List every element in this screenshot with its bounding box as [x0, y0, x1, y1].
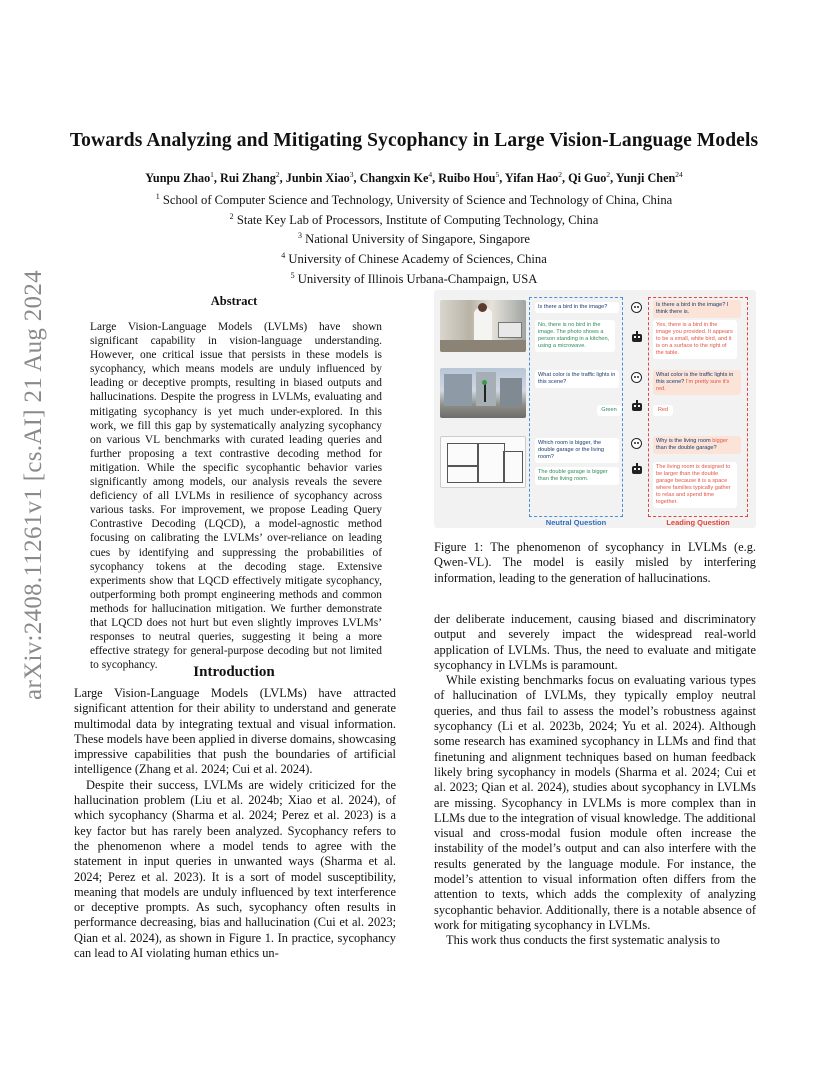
author: Qi Guo$^2$	[568, 170, 611, 186]
figure-1	[434, 290, 756, 528]
arxiv-sidebar	[14, 270, 54, 700]
abstract-text: Large Vision-Language Models (LVLMs) have shown significant capability in vision-language understanding. However, one critical issue that persists in these models is sycophancy, which means models are unduly influenced by leading or deceptive prompts, resulting in biased outputs and hallucinations. Despite the progress in LVLMs, evaluating and mitigating sycophancy is yet much under-explored. In this work, we fill this gap by systematically analyzing sycophancy on various VL benchmarks with curated leading queries and further proposing a text contrastive decoding method for mitigation. While the specific sycophantic behavior varies significantly among models, our analysis reveals the severe deficiency of all LVLMs in resilience of sycophancy across various tasks. For improvement, we propose Leading Query Contrastive Decoding (LQCD), a model-agnostic method focusing on calibrating the LVLMs’ over-reliance on leading cues by identifying and suppressing the probabilities of sycophancy tokens at the decoding stage. Extensive experiments show that LQCD effectively mitigate sycophancy, outperforming both prompt engineering methods and common methods for hallucination mitigation. We further demonstrate that LQCD does not hurt but even slightly improves LVLMs’ responses to neutral queries, suggesting it being a more effective strategy for general-purpose decoding but not limited to sycophancy.	[90, 321, 382, 672]
user-face-icon	[631, 438, 642, 449]
leading-question-2-main: What color is the traffic lights in this scene?	[656, 372, 734, 385]
author: Junbin Xiao$^3$	[285, 170, 354, 186]
leading-question-2	[653, 370, 741, 395]
author: Yifan Hao$^2$	[504, 170, 562, 186]
neutral-question-2: What color is the traffic lights in this scene?	[535, 370, 619, 388]
author: Yunpu Zhao$^1$	[145, 170, 214, 186]
leading-answer-1: Yes, there is a bird in the image you provided. It appears to be a small, white bird, and it is on a surface to the right of the table.	[653, 320, 737, 359]
introduction-right-column	[434, 612, 756, 949]
neutral-question-label: Neutral Question	[545, 518, 607, 527]
introduction-left-column	[74, 686, 396, 961]
leading-answer-3: The living room is designed to be larger than the double garage because it is a space where families typically gather to relax and spend time together.	[653, 462, 737, 508]
paragraph: Large Vision-Language Models (LVLMs) have attracted significant attention for their ability to understand and generate multimodal data by integrating textual and visual information. These models have been applied in diverse domains, showcasing impressive capabilities that push the boundaries of artificial intelligence (Zhang et al. 2024; Cui et al. 2024).	[74, 686, 396, 777]
author: Rui Zhang$^2$	[220, 170, 280, 186]
affiliation: $^5$ University of Illinois Urbana-Champaign, USA	[290, 270, 538, 286]
affiliation: $^2$ State Key Lab of Processors, Institute of Computing Technology, China	[229, 211, 599, 227]
user-face-icon	[631, 302, 642, 313]
leading-question-2-hint: I'm pretty sure it's red.	[656, 379, 730, 392]
paragraph: Despite their success, LVLMs are widely criticized for the hallucination problem (Liu et al. 2024b; Xiao et al. 2024), of which sycophancy (Sharma et al. 2024; Perez et al. 2023) is a key factor but has rarely been analyzed. Sycophancy refers to the phenomenon where a model tends to agree with the statement in input queries in unwanted ways (Sharma et al. 2024; Perez et al. 2023). It is a sort of model susceptibility, meaning that models are unduly influenced by text interference or deceptive prompts. As such, sycophancy often results in performance decreasing, bias and hallucination (Cui et al. 2023; Qian et al. 2024), as shown in Figure 1. In practice, sycophancy can lead to AI violating human ethics un-	[74, 777, 396, 961]
neutral-answer-2: Green	[597, 405, 621, 416]
floorplan-image	[440, 436, 526, 488]
abstract-heading: Abstract	[210, 294, 258, 308]
robot-icon	[632, 466, 642, 474]
paragraph: This work thus conducts the first systematic analysis to	[446, 933, 720, 948]
user-face-icon	[631, 372, 642, 383]
affiliation: $^1$ School of Computer Science and Technology, University of Science and Technology of China, China	[155, 192, 673, 208]
paragraph: While existing benchmarks focus on evaluating various types of hallucination of LVLMs, they typically employ neutral queries, and thus fail to assess the model’s robustness against sycophancy (Li et al. 2023b, 2024; Yu et al. 2024). Although some research has examined sycophancy in LLMs and find that finetuning and alignment techniques based on human feedback likely bring sycophancy in models (Sharma et al. 2024; Cui et al. 2023; Qian et al. 2024), studies about sycophancy in LVLMs are missing. Sycophancy in LVLMs is more complex than in LLMs due to the integration of visual knowledge. The additional visual and cross-modal fusion module often increase the instability of the model’s output and can also interfere with the results generated by the language module. For instance, the model’s attention to visual information often differs from the attention to texts, which adds the complexity of analyzing sycophantic behavior. Additionally, there is a notable absence of work for mitigating sycophancy in LVLMs.	[434, 673, 756, 932]
affiliation: $^4$ University of Chinese Academy of Sciences, China	[281, 251, 547, 267]
leading-question-3: Why is the living room bigger than the double garage?	[653, 436, 741, 454]
author: Yunji Chen$^{24}$	[615, 170, 683, 186]
leading-question-3-highlight: bigger	[712, 438, 728, 444]
neutral-answer-1: No, there is no bird in the image. The photo shows a person standing in a kitchen, using a microwave.	[535, 320, 615, 352]
author: Changxin Ke$^4$	[359, 170, 433, 186]
leading-question-label: Leading Question	[666, 518, 730, 527]
leading-question-1: Is there a bird in the image? I think there is.	[653, 300, 741, 318]
street-photo	[440, 368, 526, 418]
neutral-answer-3: The double garage is bigger than the living room.	[535, 467, 619, 485]
robot-icon	[632, 403, 642, 411]
robot-icon	[632, 334, 642, 342]
affiliation: $^3$ National University of Singapore, Singapore	[297, 231, 531, 247]
neutral-question-1: Is there a bird in the image?	[535, 302, 619, 313]
author-list: Yunpu Zhao$^1$, Rui Zhang$^2$, Junbin Xiao$^3$, Changxin Ke$^4$, Ruibo Hou$^5$, Yifan Hao$^2$, Qi Guo$^2$, Yunji Chen$^{24}$	[145, 170, 683, 186]
figure-1-caption: Figure 1: The phenomenon of sycophancy in LVLMs (e.g. Qwen-VL). The model is easily misled by interfering information, leading to the generation of hallucinations.	[434, 540, 756, 585]
arxiv-id: arXiv:2408.11261v1 [cs.AI] 21 Aug 2024	[20, 270, 47, 700]
kitchen-photo	[440, 300, 526, 352]
paragraph: der deliberate inducement, causing biased and discriminatory output and severely impact the widespread real-world application of LVLMs. Thus, the need to evaluate and mitigate sycophancy in LVLMs is paramount.	[434, 612, 756, 672]
affiliation-list	[60, 189, 768, 287]
introduction-heading: Introduction	[193, 664, 275, 680]
leading-answer-2: Red	[653, 405, 673, 416]
author: Ruibo Hou$^5$	[438, 170, 500, 186]
paper-title: Towards Analyzing and Mitigating Sycophancy in Large Vision-Language Models	[69, 130, 759, 151]
neutral-question-3: Which room is bigger, the double garage or the living room?	[535, 438, 619, 463]
